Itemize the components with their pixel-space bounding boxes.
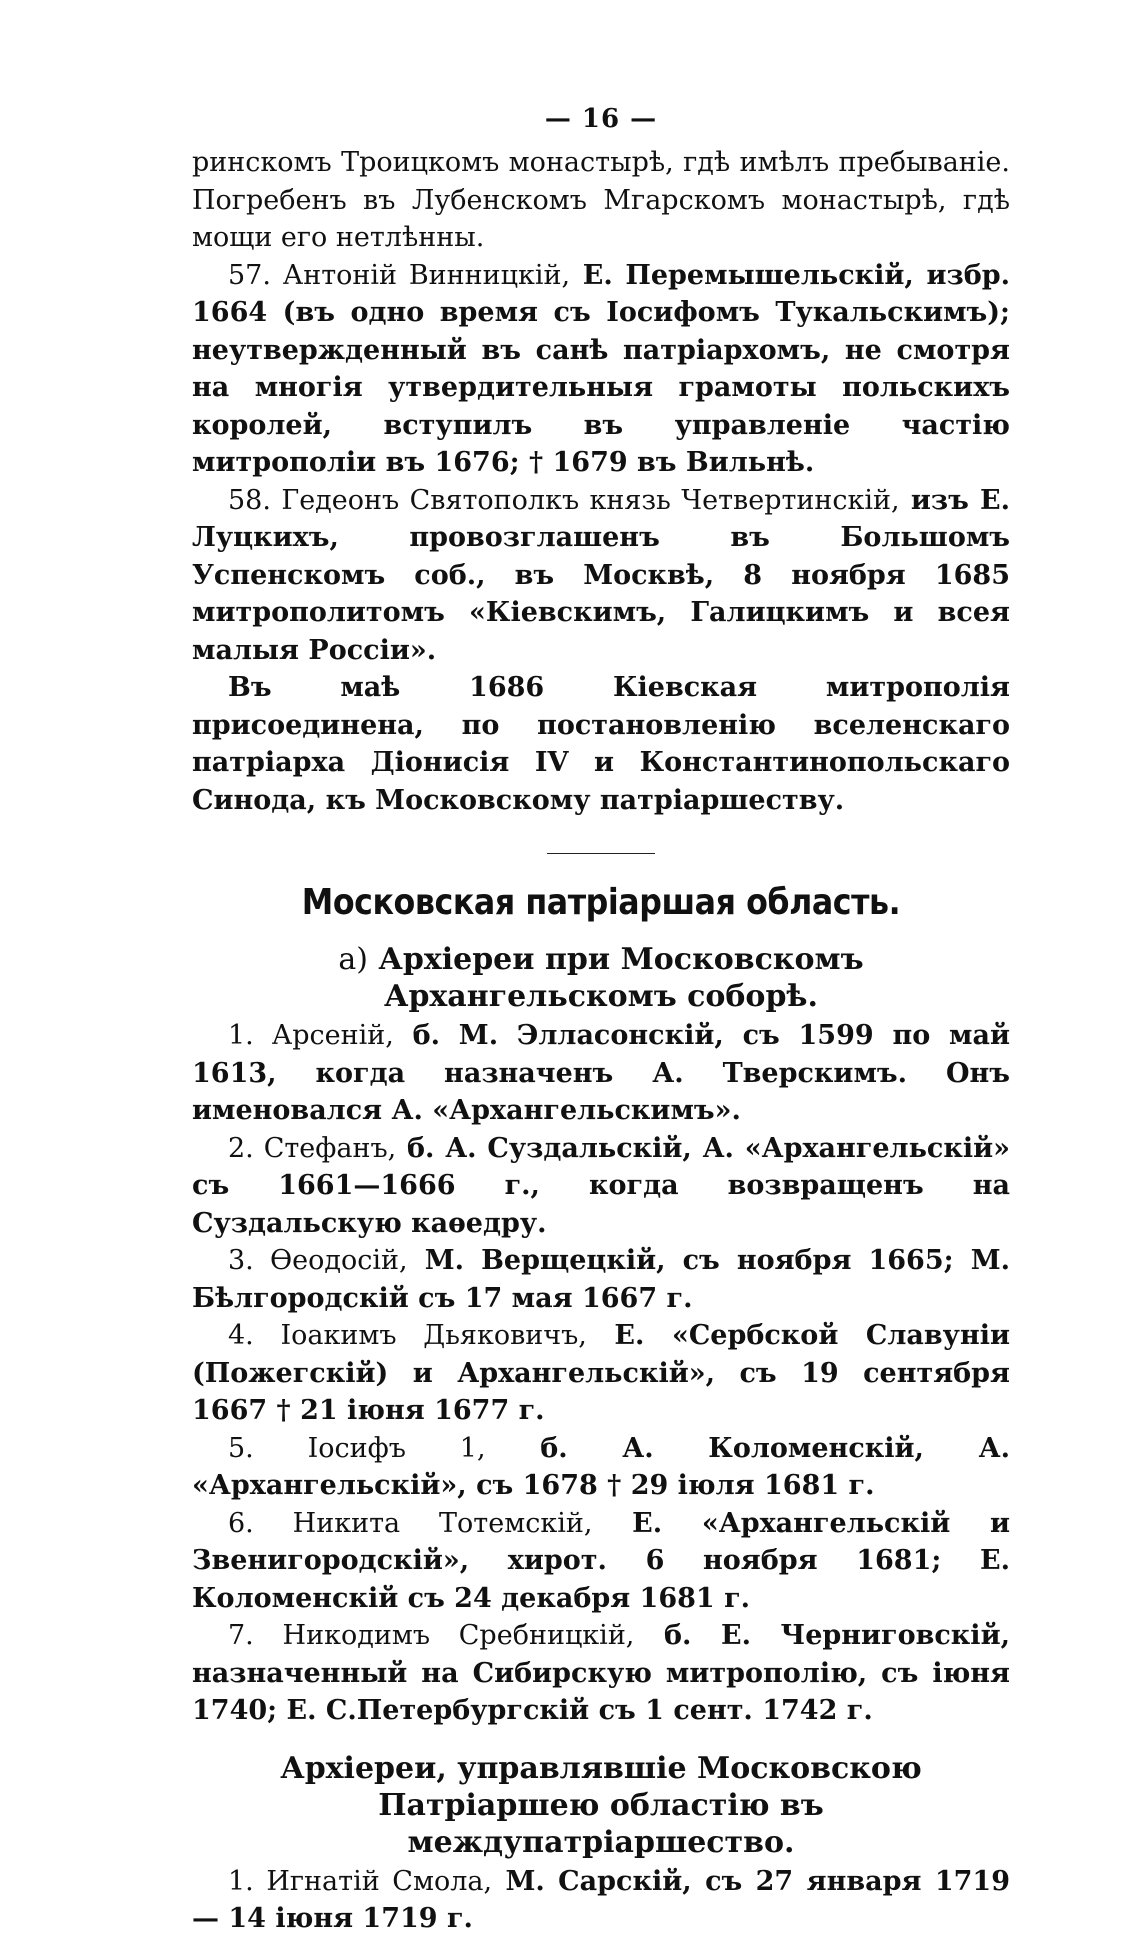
entry-body: б. М. Элласонскій, съ 1599 по май 1613, когда назначенъ А. Тверскимъ. Онъ именовался А. «Архангельскимъ».: [192, 1020, 1011, 1126]
list-item: [192, 1430, 1010, 1505]
entry-body: М. Верщецкій, съ ноября 1665; М. Бѣлгородскій съ 17 мая 1667 г.: [192, 1245, 1010, 1314]
subsection-a-list: [192, 1017, 1010, 1730]
entry-heading: 58. Гедеонъ Святополкъ князь Четвертинскій,: [228, 484, 900, 516]
entry-heading: 2. Стефанъ,: [228, 1132, 397, 1164]
entry-body: изъ Е. Луцкихъ, провозглашенъ въ Большомъ Успенскомъ соб., въ Москвѣ, 8 ноября 1685 митрополитомъ «Кіевскимъ, Галицкимъ и всея малыя Россіи».: [192, 484, 1010, 666]
list-item: [192, 1617, 1010, 1730]
entry-heading: 6. Никита Тотемскій,: [228, 1507, 593, 1539]
entry-heading: 4. Іоакимъ Дьяковичъ,: [228, 1320, 587, 1351]
list-item: [192, 1242, 1010, 1317]
entry-body: Е. «Сербской Славуніи (Пожегскій) и Архангельскій», съ 19 сентября 1667 † 21 іюня 1677 г.: [192, 1320, 1010, 1426]
entry-body: Е. «Архангельскій и Звенигородскій», хирот. 6 ноября 1681; Е. Коломенскій съ 24 декабря 1681 г.: [192, 1507, 1010, 1614]
page-number: — 16 —: [544, 104, 658, 134]
list-item: [192, 1130, 1010, 1243]
entry-heading: 1. Игнатій Смола,: [228, 1865, 493, 1897]
entry-heading: 7. Никодимъ Сребницкій,: [228, 1620, 635, 1651]
entry-body: б. А. Суздальскій, А. «Архангельскій» съ 1661—1666 г., когда возвращенъ на Суздальскую каѳедру.: [192, 1132, 1010, 1239]
entry-heading: 57. Антоній Винницкій,: [228, 259, 571, 291]
entry-body: Е. Перемышельскій, избр. 1664 (въ одно время съ Іосифомъ Тукальскимъ); неутвержденный въ санѣ патріархомъ, не смотря на многія утвердительныя грамоты польскихъ королей, вступилъ въ управленіе частію митрополіи въ 1676; † 1679 въ Вильнѣ.: [192, 259, 1010, 478]
list-item: [192, 1505, 1010, 1618]
list-item: [192, 1863, 1010, 1938]
subsection-b-title: Архіереи, управлявшіе Московскою Патріаршею областію въ междупатріаршество.: [280, 1750, 922, 1860]
subsection-title-text: Архіереи при Московскомъ Архангельскомъ соборѣ.: [378, 942, 864, 1014]
entry-heading: 5. Іосифъ 1,: [228, 1432, 486, 1464]
list-item: [192, 482, 1010, 670]
list-item: [192, 257, 1010, 482]
list-item: [192, 1317, 1010, 1430]
subsection-a-title: [192, 941, 1010, 1015]
section-divider: [547, 853, 655, 854]
subsection-b-list: [192, 1863, 1010, 1938]
list-item: [192, 1017, 1010, 1130]
section-title: Московская патріаршая область.: [301, 882, 901, 923]
intro-section: [192, 144, 1010, 819]
entry-heading: 3. Ѳеодосій,: [228, 1245, 408, 1276]
entry-body: М. Сарскій, съ 27 января 1719 — 14 іюня 1719 г.: [192, 1865, 1010, 1934]
entry-body: б. Е. Черниговскій, назначенный на Сибирскую митрополію, съ іюня 1740; Е. С.Петербургскій съ 1 сент. 1742 г.: [192, 1620, 1010, 1726]
entry-heading: 1. Арсеній,: [228, 1020, 394, 1051]
closing-paragraph: Въ маѣ 1686 Кіевская митрополія присоединена, по постановленію вселенскаго патріарха Діонисія IV и Константинопольскаго Синода, къ Московскому патріаршеству.: [192, 672, 1010, 816]
subsection-prefix: а): [338, 942, 368, 977]
continued-paragraph: ринскомъ Троицкомъ монастырѣ, гдѣ имѣлъ пребываніе. Погребенъ въ Лубенскомъ Мгарскомъ монастырѣ, гдѣ мощи его нетлѣнны.: [192, 147, 1010, 253]
entry-body: б. А. Коломенскій, А. «Архангельскій», съ 1678 † 29 іюля 1681 г.: [192, 1432, 1010, 1501]
